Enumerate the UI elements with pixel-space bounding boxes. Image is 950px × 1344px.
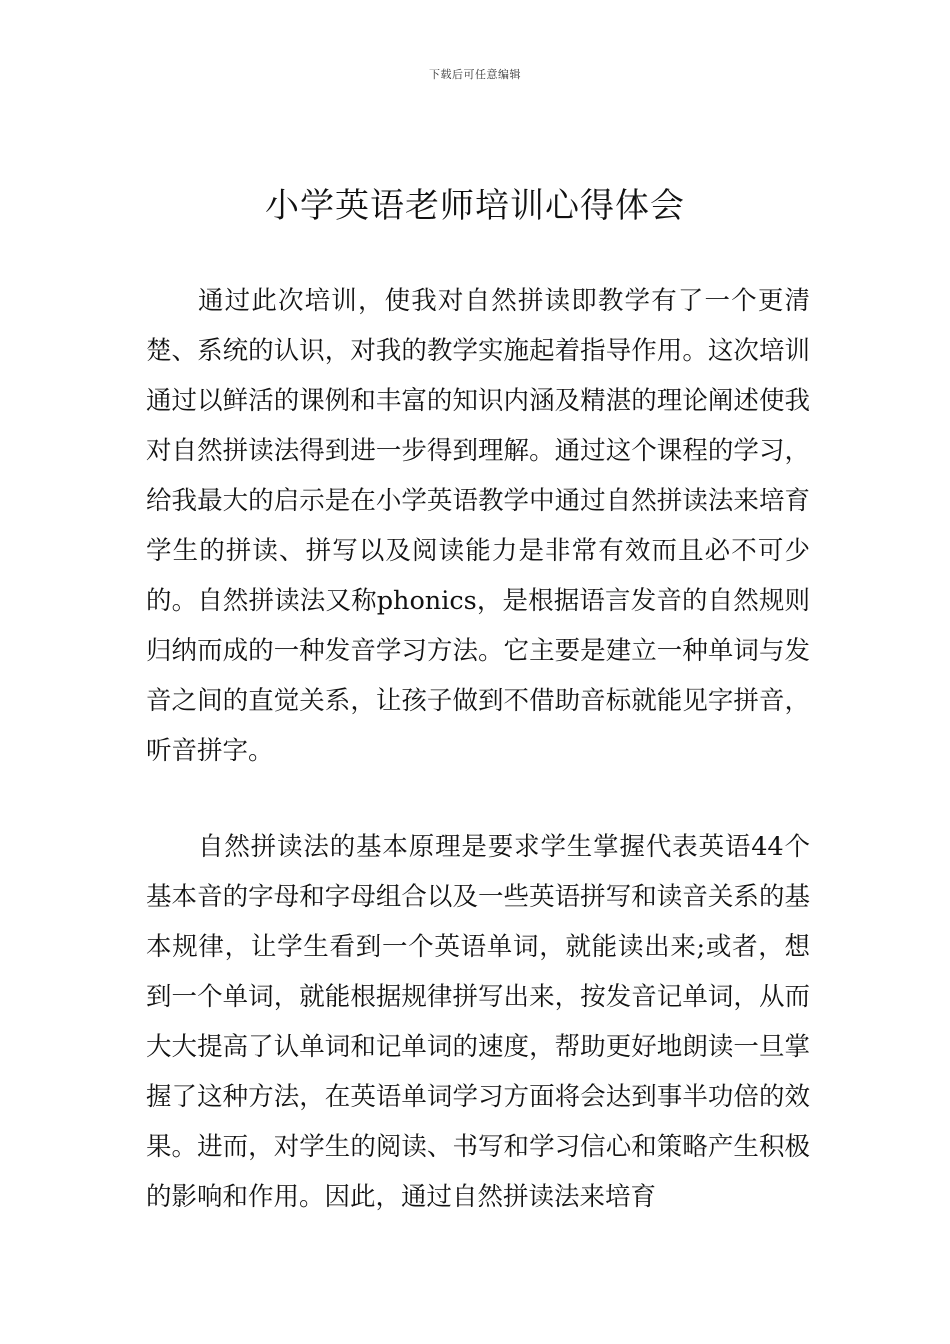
page-title: 小学英语老师培训心得体会 (265, 186, 685, 226)
paragraph-2: 自然拼读法的基本原理是要求学生掌握代表英语44个基本音的字母和字母组合以及一些英语拼写和读音关系的基本规律，让学生看到一个英语单词，就能读出来;或者，想到一个单词，就能根据规律拼写出来，按发音记单词，从而大大提高了认单词和记单词的速度，帮助更好地朗读一旦掌握了这种方法，在英语单词学习方面将会达到事半功倍的效果。进而，对学生的阅读、书写和学习信心和策略产生积极的影响和作用。因此，通过自然拼读法来培育 (146, 832, 810, 1212)
paragraph-2-container (146, 822, 810, 1222)
header-note: 下载后可任意编辑 (429, 68, 521, 81)
paragraph-1: 通过此次培训，使我对自然拼读即教学有了一个更清楚、系统的认识，对我的教学实施起着指导作用。这次培训通过以鲜活的课例和丰富的知识内涵及精湛的理论阐述使我对自然拼读法得到进一步得到理解。通过这个课程的学习，给我最大的启示是在小学英语教学中通过自然拼读法来培育学生的拼读、拼写以及阅读能力是非常有效而且必不可少的。自然拼读法又称phonics，是根据语言发音的自然规则归纳而成的一种发音学习方法。它主要是建立一种单词与发音之间的直觉关系，让孩子做到不借助音标就能见字拼音，听音拼字。 (146, 286, 810, 766)
paragraph-1-container (146, 276, 810, 776)
